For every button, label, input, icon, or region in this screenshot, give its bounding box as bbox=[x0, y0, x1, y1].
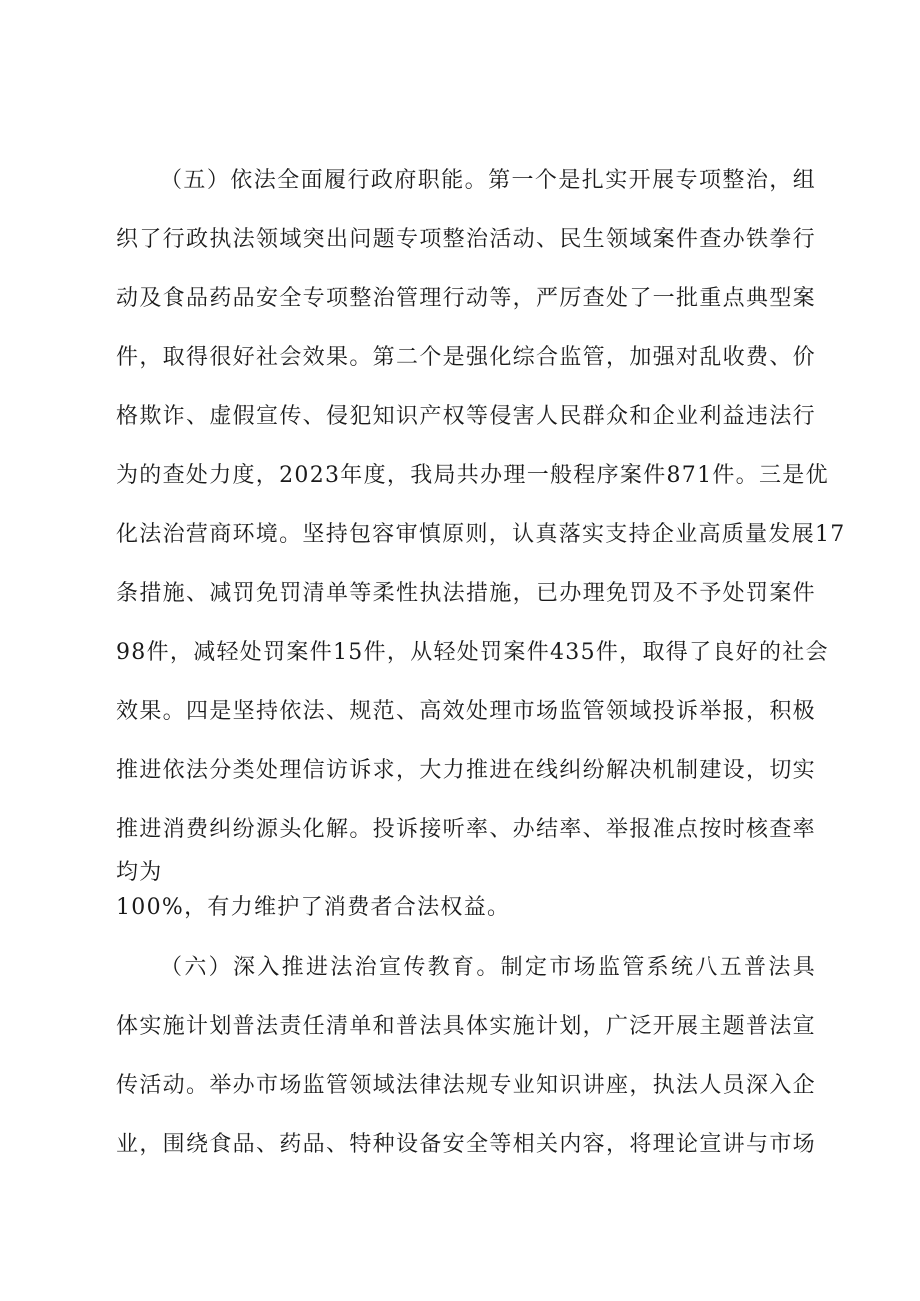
paragraph-5-heading-line: （五）依法全面履行政府职能。第一个是扎实开展专项整治，组 bbox=[160, 168, 816, 193]
paragraph-line: 化法治营商环境。坚持包容审慎原则，认真落实支持企业高质量发展17 bbox=[116, 522, 846, 547]
paragraph-line: 织了行政执法领域突出问题专项整治活动、民生领域案件查办铁拳行 bbox=[116, 227, 816, 252]
paragraph-line: 件，取得很好社会效果。第二个是强化综合监管，加强对乱收费、价 bbox=[116, 345, 816, 370]
paragraph-line: 传活动。举办市场监管领域法律法规专业知识讲座，执法人员深入企 bbox=[116, 1073, 816, 1098]
paragraph-line: 推进消费纠纷源头化解。投诉接听率、办结率、举报准点按时核查率 bbox=[116, 817, 816, 842]
paragraph-line: 98件，减轻处罚案件15件，从轻处罚案件435件，取得了良好的社会 bbox=[116, 640, 829, 665]
paragraph-line: 体实施计划普法责任清单和普法具体实施计划，广泛开展主题普法宣 bbox=[116, 1014, 816, 1039]
paragraph-line: 100%，有力维护了消费者合法权益。 bbox=[116, 895, 511, 920]
paragraph-line: 条措施、减罚免罚清单等柔性执法措施，已办理免罚及不予处罚案件 bbox=[116, 581, 816, 606]
paragraph-6-heading-line: （六）深入推进法治宣传教育。制定市场监管系统八五普法具 bbox=[160, 955, 816, 980]
paragraph-line: 业，围绕食品、药品、特种设备安全等相关内容，将理论宣讲与市场 bbox=[116, 1132, 816, 1157]
paragraph-line: 推进依法分类处理信访诉求，大力推进在线纠纷解决机制建设，切实 bbox=[116, 758, 816, 783]
paragraph-line: 均为 bbox=[116, 860, 163, 885]
paragraph-line: 效果。四是坚持依法、规范、高效处理市场监管领域投诉举报，积极 bbox=[116, 699, 816, 724]
paragraph-line: 格欺诈、虚假宣传、侵犯知识产权等侵害人民群众和企业利益违法行 bbox=[116, 404, 816, 429]
paragraph-line: 动及食品药品安全专项整治管理行动等，严厉查处了一批重点典型案 bbox=[116, 286, 816, 311]
paragraph-line: 为的查处力度，2023年度，我局共办理一般程序案件871件。三是优 bbox=[116, 463, 829, 488]
